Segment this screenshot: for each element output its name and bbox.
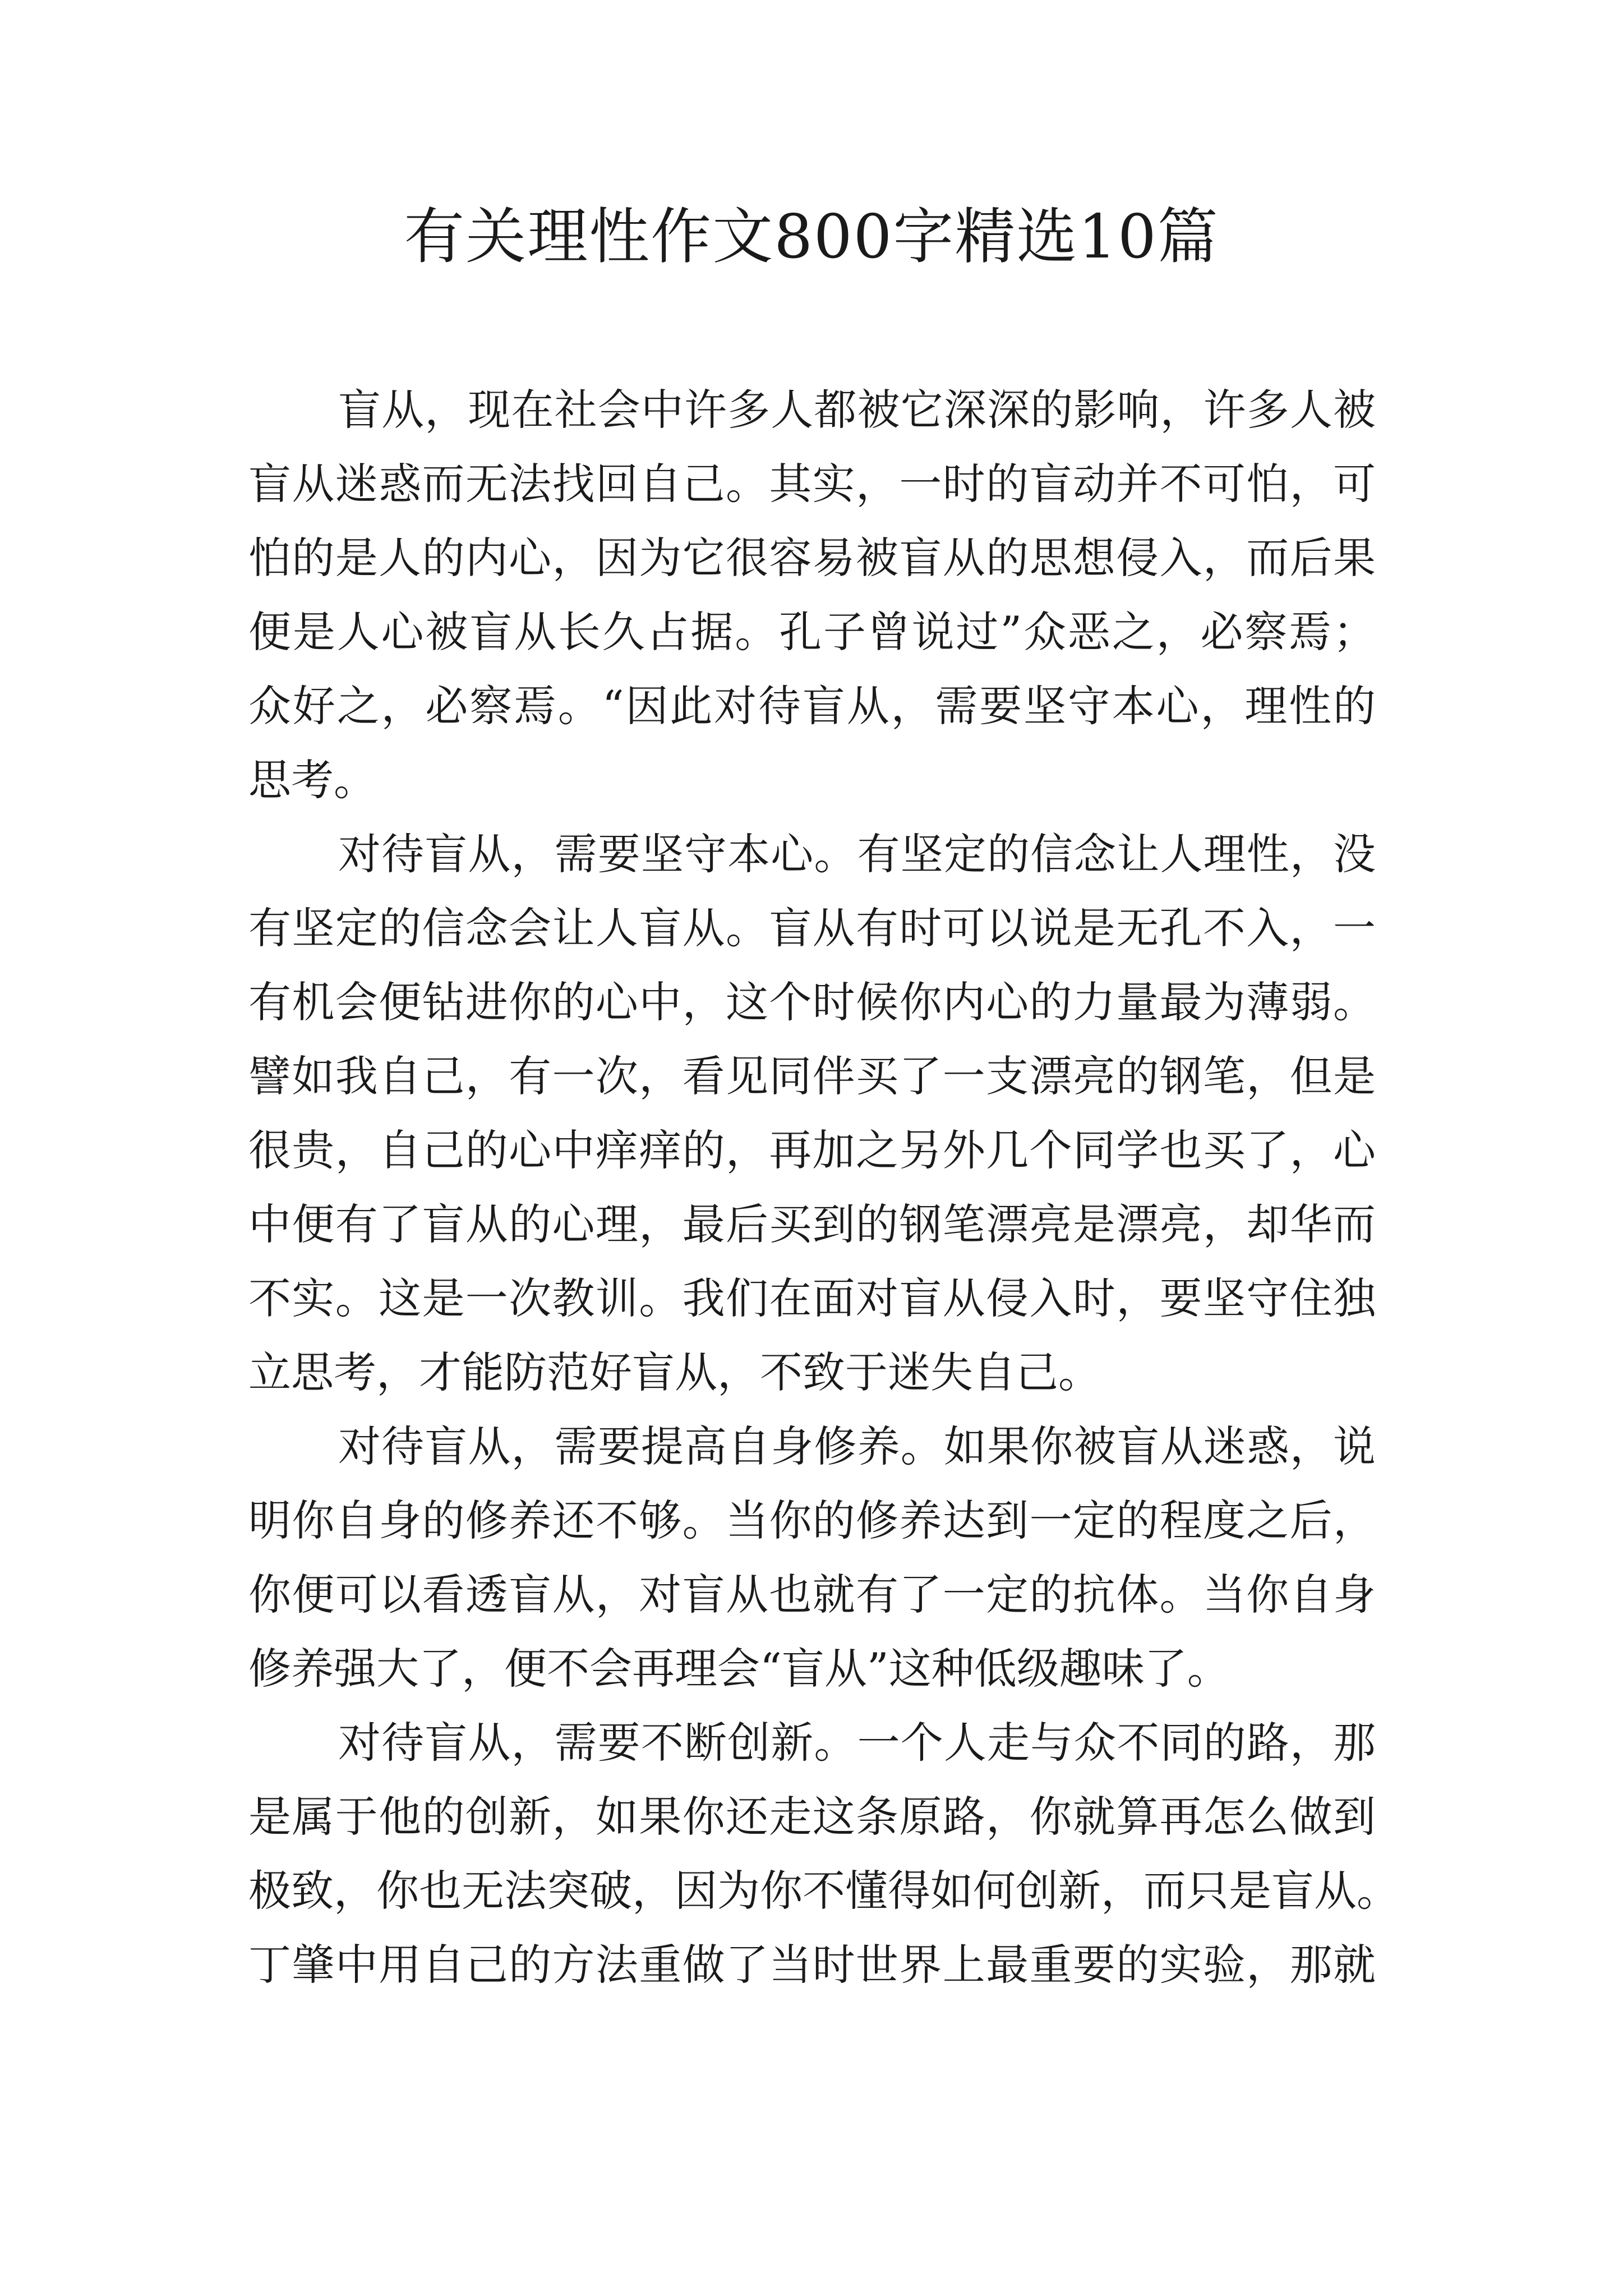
document-body (248, 373, 1399, 2002)
text-line: 有机会便钻进你的心中，这个时候你内心的力量最为薄弱。 (248, 977, 1376, 1027)
text-line: 修养强大了，便不会再理会“盲从”这种低级趣味了。 (248, 1644, 1230, 1694)
text-line: 很贵，自己的心中痒痒的，再加之另外几个同学也买了，心 (248, 1125, 1376, 1175)
text-line: 极致，你也无法突破，因为你不懂得如何创新，而只是盲从。 (248, 1866, 1399, 1916)
document-title: 有关理性作文800字精选10篇 (404, 202, 1219, 272)
text-line: 盲从，现在社会中许多人都被它深深的影响，许多人被 (338, 385, 1376, 435)
text-line: 对待盲从，需要不断创新。一个人走与众不同的路，那 (338, 1718, 1376, 1768)
text-line: 有坚定的信念会让人盲从。盲从有时可以说是无孔不入，一 (248, 903, 1376, 953)
paragraph-4 (248, 1706, 1399, 2002)
text-line: 是属于他的创新，如果你还走这条原路，你就算再怎么做到 (248, 1792, 1376, 1842)
text-line: 对待盲从，需要提高自身修养。如果你被盲从迷惑，说 (338, 1421, 1376, 1471)
text-line: 中便有了盲从的心理，最后买到的钢笔漂亮是漂亮，却华而 (248, 1199, 1376, 1249)
text-line: 明你自身的修养还不够。当你的修养达到一定的程度之后， (248, 1496, 1376, 1545)
text-line: 众好之，必察焉。“因此对待盲从，需要坚守本心，理性的 (248, 681, 1376, 731)
text-line: 思考。 (248, 755, 376, 805)
text-line: 对待盲从，需要坚守本心。有坚定的信念让人理性，没 (338, 829, 1376, 879)
text-line: 丁肇中用自己的方法重做了当时世界上最重要的实验，那就 (248, 1940, 1376, 1990)
text-line: 怕的是人的内心，因为它很容易被盲从的思想侵入，而后果 (248, 533, 1376, 583)
text-line: 便是人心被盲从长久占据。孔子曾说过”众恶之，必察焉； (248, 607, 1376, 657)
paragraph-1 (248, 373, 1376, 817)
text-line: 譬如我自己，有一次，看见同伴买了一支漂亮的钢笔，但是 (248, 1051, 1376, 1101)
text-line: 不实。这是一次教训。我们在面对盲从侵入时，要坚守住独 (248, 1273, 1376, 1323)
paragraph-3 (248, 1410, 1376, 1706)
text-line: 盲从迷惑而无法找回自己。其实，一时的盲动并不可怕，可 (248, 459, 1376, 509)
text-line: 立思考，才能防范好盲从，不致于迷失自己。 (248, 1347, 1101, 1397)
paragraph-2 (248, 817, 1376, 1410)
text-line: 你便可以看透盲从，对盲从也就有了一定的抗体。当你自身 (248, 1570, 1376, 1619)
